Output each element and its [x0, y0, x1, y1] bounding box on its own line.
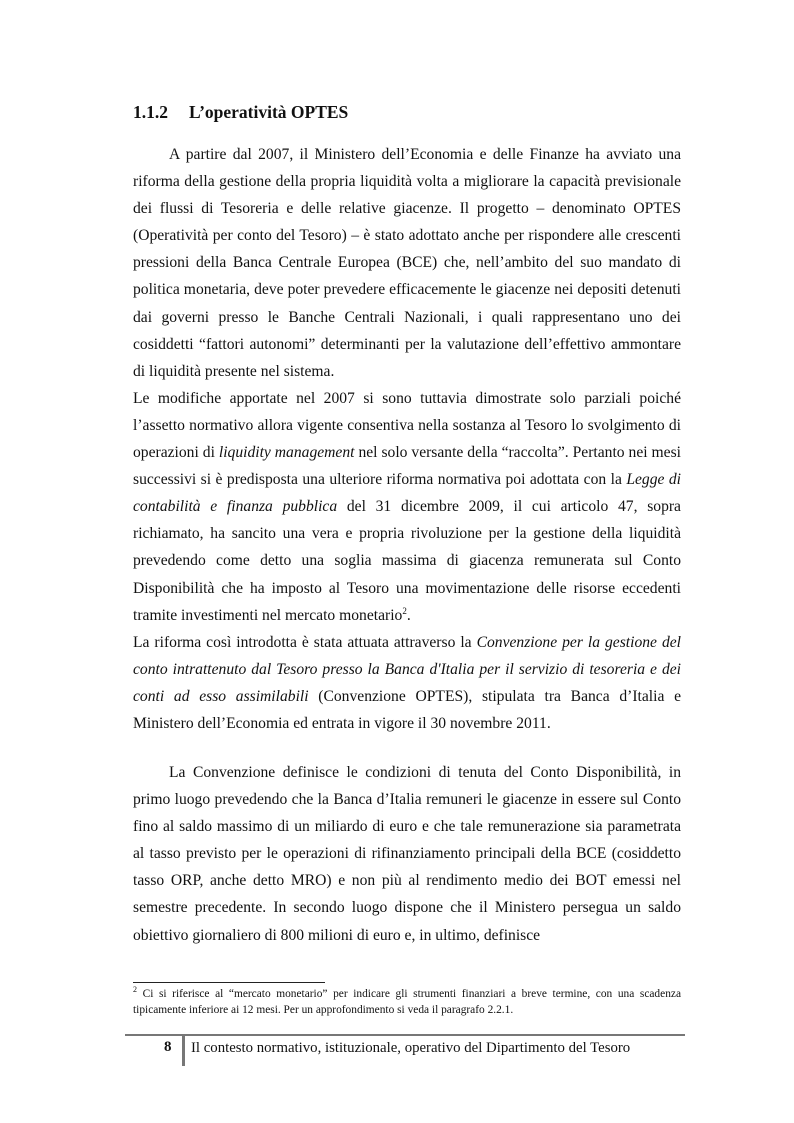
- section-number: 1.1.2: [133, 102, 168, 122]
- paragraph-3-text-2: (Convenzione OPTES), stipulata tra Banca d’Italia e Ministero dell’Economia ed entrata in vigore il 30 novembre 2011.: [133, 687, 682, 732]
- footer-separator: [182, 1036, 185, 1066]
- footnote: [133, 986, 681, 1018]
- paragraph-2: [133, 385, 681, 629]
- footer-divider: [125, 1034, 685, 1036]
- footnote-divider: [133, 982, 325, 983]
- paragraph-2-italic-1: liquidity management: [218, 444, 355, 462]
- paragraph-1: A partire dal 2007, il Ministero dell’Economia e delle Finanze ha avviato una riforma della gestione della propria liquidità volta a migliorare la capacità previsionale dei flussi di Tesoreria e delle relative giacenze. Il progetto – denominato OPTES (Operatività per conto del Tesoro) – è stato adottato anche per rispondere alle crescenti pressioni della Banca Centrale Europea (BCE) che, nell’ambito del suo mandato di politica monetaria, deve poter prevedere efficacemente le giacenze nei depositi detenuti dai governi presso le Banche Centrali Nazionali, i quali rappresentano uno dei cosiddetti “fattori autonomi” determinanti per la valutazione dell’effettivo ammontare di liquidità presente nel sistema.: [133, 146, 681, 380]
- paragraph-2-text-4: .: [406, 606, 411, 624]
- paragraph-2-text-1: Le modifiche apportate nel 2007 si sono tuttavia dimostrate solo parziali poiché l’assetto normativo allora vigente consentiva nella sostanza al Tesoro lo svolgimento di operazioni di: [133, 389, 681, 462]
- body-text: [133, 141, 681, 737]
- footnote-reference: 2: [402, 605, 407, 616]
- running-footer: Il contesto normativo, istituzionale, operativo del Dipartimento del Tesoro: [191, 1040, 631, 1056]
- section-title: L’operatività OPTES: [189, 102, 349, 122]
- paragraph-3: [133, 629, 681, 737]
- paragraph-4: La Convenzione definisce le condizioni di tenuta del Conto Disponibilità, in primo luogo prevedendo che la Banca d’Italia remuneri le giacenze in essere sul Conto fino al saldo massimo di un miliardo di euro e che tale remunerazione sia parametrata al tasso previsto per le operazioni di rifinanziamento principali della BCE (cosiddetto tasso ORP, anche detto MRO) e non più al rendimento medio dei BOT emessi nel semestre precedente. In secondo luogo dispone che il Ministero persegua un saldo obiettivo giornaliero di 800 milioni di euro e, in ultimo, definisce: [133, 764, 681, 944]
- page-number: 8: [164, 1039, 172, 1055]
- paragraph-2-italic-2: Legge di contabilità e finanza pubblica: [133, 471, 681, 516]
- paragraph-2-text-2: nel solo versante della “raccolta”. Pertanto nei mesi successivi si è predisposta una ulteriore riforma normativa poi adottata con la: [133, 444, 681, 489]
- section-heading: [133, 102, 348, 123]
- paragraph-3-italic-1: Convenzione per la gestione del conto intrattenuto dal Tesoro presso la Banca d'Italia per il servizio di tesoreria e dei conti ad esso assimilabili: [133, 633, 682, 705]
- footnote-number: 2: [133, 985, 137, 995]
- paragraph-2-text-3: del 31 dicembre 2009, il cui articolo 47, sopra richiamato, ha sancito una vera e propria rivoluzione per la gestione della liquidità prevedendo come detto una soglia massima di giacenza remunerata sul Conto Disponibilità che ha imposto al Tesoro una movimentazione delle risorse eccedenti tramite investimenti nel mercato monetario: [133, 498, 681, 624]
- paragraph-3-text-1: La riforma così introdotta è stata attuata attraverso la: [133, 633, 477, 651]
- footnote-text: Ci si riferisce al “mercato monetario” per indicare gli strumenti finanziari a breve termine, con una scadenza tipicamente inferiore ai 12 mesi. Per un approfondimento si veda il paragrafo 2.2.1.: [133, 988, 681, 1016]
